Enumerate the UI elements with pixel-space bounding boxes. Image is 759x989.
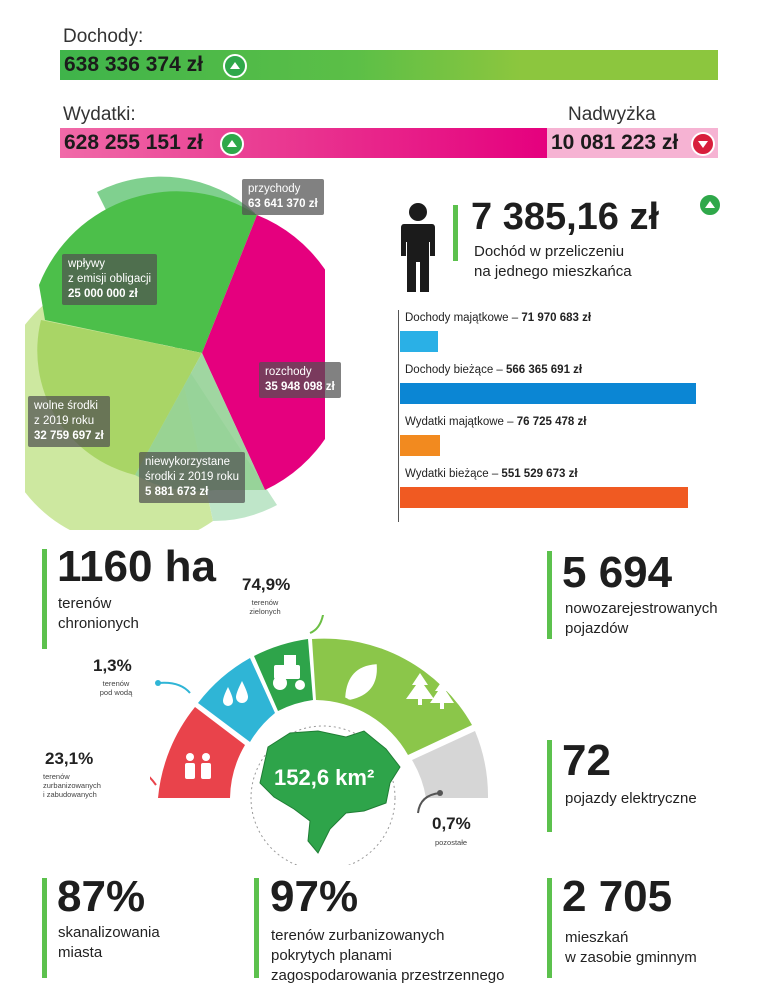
breakdown-label: Dochody bieżące – 566 365 691 zł bbox=[405, 364, 583, 376]
surplus-label: Nadwyżka bbox=[568, 104, 656, 125]
land-green-pct: 74,9% bbox=[242, 575, 291, 594]
pie-label-bonds: wpływy z emisji obligacji 25 000 000 zł bbox=[62, 254, 157, 305]
pie-label-revenue: przychody 63 641 370 zł bbox=[242, 179, 324, 215]
land-urban-caption: terenów zurbanizowanych i zabudowanych bbox=[43, 772, 101, 799]
sewer-value: 87% bbox=[57, 872, 146, 921]
stat-accent-sewer bbox=[42, 878, 47, 978]
breakdown-label: Wydatki majątkowe – 76 725 478 zł bbox=[405, 416, 587, 428]
breakdown-axis bbox=[398, 310, 399, 522]
income-value: 638 336 374 zł bbox=[64, 53, 203, 76]
person-icon bbox=[398, 202, 438, 294]
breakdown-bar bbox=[400, 487, 688, 508]
surplus-value: 10 081 223 zł bbox=[551, 131, 679, 154]
breakdown-label: Dochody majątkowe – 71 970 683 zł bbox=[405, 312, 592, 324]
expenses-up-arrow-icon bbox=[220, 132, 244, 156]
per-capita-caption: Dochód w przeliczeniu na jednego mieszkańca bbox=[474, 243, 632, 280]
breakdown-label: Wydatki bieżące – 551 529 673 zł bbox=[405, 468, 578, 480]
land-area-value: 152,6 km² bbox=[274, 765, 375, 790]
income-up-arrow-icon bbox=[223, 54, 247, 78]
vehicles-caption: nowozarejestrowanych pojazdów bbox=[565, 600, 718, 637]
leader-urban bbox=[150, 765, 156, 785]
electric-caption: pojazdy elektryczne bbox=[565, 790, 697, 807]
sewer-caption: skanalizowania miasta bbox=[58, 924, 160, 961]
per-capita-accent bbox=[453, 205, 458, 261]
land-other-caption: pozostałe bbox=[434, 838, 468, 847]
stat-accent-vehicles bbox=[547, 551, 552, 639]
expenses-value: 628 255 151 zł bbox=[64, 131, 203, 154]
expenses-label: Wydatki: bbox=[63, 104, 136, 125]
leader-water bbox=[158, 683, 190, 693]
land-urban-pct: 23,1% bbox=[45, 749, 94, 768]
expenses-bar bbox=[60, 128, 547, 158]
housing-value: 2 705 bbox=[562, 872, 673, 921]
breakdown-bar bbox=[400, 435, 440, 456]
stat-accent-protected bbox=[42, 549, 47, 649]
breakdown-bar bbox=[400, 383, 696, 404]
land-water-pct: 1,3% bbox=[93, 656, 132, 675]
per-capita-value: 7 385,16 zł bbox=[471, 196, 660, 238]
protected-caption: terenów chronionych bbox=[58, 595, 139, 632]
income-label: Dochody: bbox=[63, 26, 144, 47]
income-bar bbox=[60, 50, 718, 80]
land-other-pct: 0,7% bbox=[432, 814, 471, 833]
plans-caption: terenów zurbanizowanych pokrytych planami zagospodarowania przestrzennego bbox=[271, 927, 505, 984]
electric-value: 72 bbox=[562, 736, 611, 785]
vehicles-value: 5 694 bbox=[562, 548, 673, 597]
land-water-caption: terenów pod wodą bbox=[99, 679, 133, 697]
pie-label-outflows: rozchody 35 948 098 zł bbox=[259, 362, 341, 398]
surplus-down-arrow-icon bbox=[691, 132, 715, 156]
plans-value: 97% bbox=[270, 872, 359, 921]
breakdown-bar bbox=[400, 331, 438, 352]
housing-caption: mieszkań w zasobie gminnym bbox=[565, 929, 697, 966]
per-capita-up-arrow-icon bbox=[698, 193, 722, 217]
land-green-caption: terenów zielonych bbox=[249, 598, 281, 616]
stat-accent-plans bbox=[254, 878, 259, 978]
city-map-shape bbox=[260, 731, 400, 853]
protected-value: 1160 ha bbox=[57, 542, 217, 591]
leader-green bbox=[310, 615, 323, 633]
pie-label-unused-funds: niewykorzystane środki z 2019 roku 5 881 673 zł bbox=[139, 452, 245, 503]
surplus-bar bbox=[547, 128, 718, 158]
stat-accent-electric bbox=[547, 740, 552, 832]
stat-accent-housing bbox=[547, 878, 552, 978]
pie-label-free-funds: wolne środki z 2019 roku 32 759 697 zł bbox=[28, 396, 110, 447]
